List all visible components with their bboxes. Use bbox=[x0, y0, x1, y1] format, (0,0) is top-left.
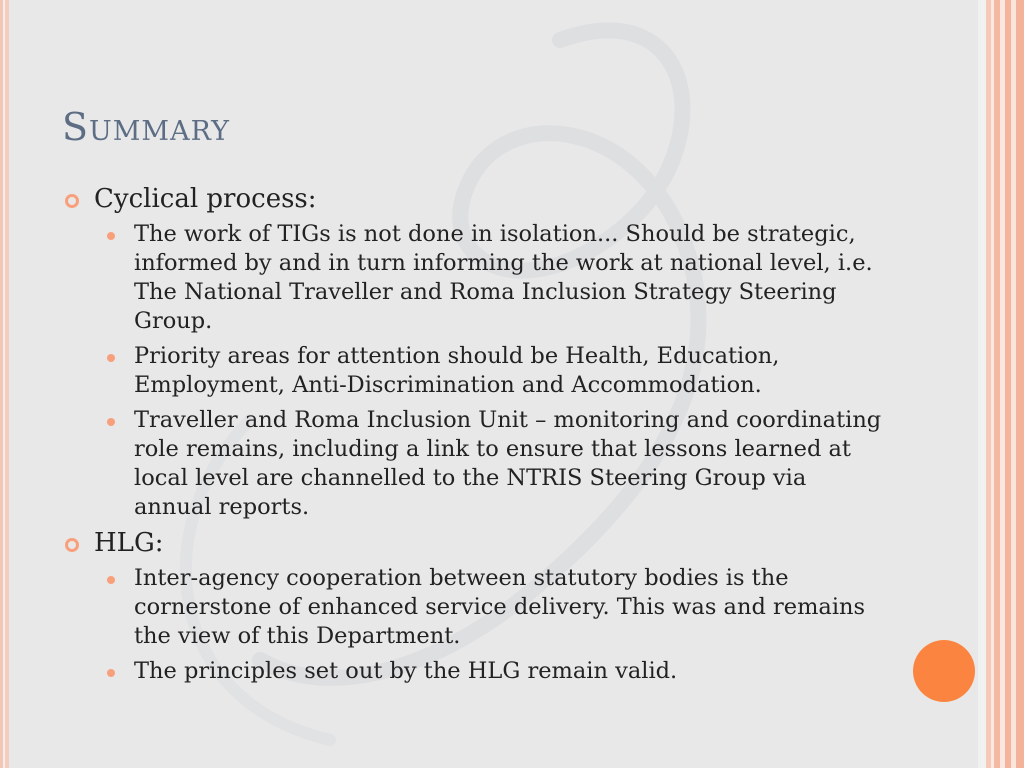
dot-bullet-icon bbox=[107, 232, 115, 240]
dot-bullet-icon bbox=[107, 669, 115, 677]
bullet-text: Inter-agency cooperation between statutory bodies is the cornerstone of enhanced service delivery. This was and remains the view of this Department. bbox=[134, 565, 866, 649]
section-heading-text: Cyclical process: bbox=[94, 184, 317, 214]
dot-bullet-icon bbox=[107, 418, 115, 426]
bullet-text: The work of TIGs is not done in isolation... Should be strategic, informed by and in turn informing the work at national level, i.e. The National Traveller and Roma Inclusion Strategy Steering Group. bbox=[134, 221, 873, 334]
ring-bullet-icon bbox=[65, 538, 79, 552]
slide-title: Summary bbox=[62, 105, 230, 149]
section-heading-hlg bbox=[62, 528, 882, 558]
dot-bullet-icon bbox=[107, 354, 115, 362]
bullet-text: Traveller and Roma Inclusion Unit – monitoring and coordinating role remains, including a link to ensure that lessons learned at local level are channelled to the NTRIS Steering Group via annual reports. bbox=[134, 407, 882, 520]
bullet-text: The principles set out by the HLG remain valid. bbox=[134, 658, 678, 684]
orange-decorative-circle bbox=[913, 640, 975, 702]
bullet-text: Priority areas for attention should be Health, Education, Employment, Anti-Discrimination and Accommodation. bbox=[134, 343, 780, 398]
dot-bullet-icon bbox=[107, 576, 115, 584]
section-heading-cyclical bbox=[62, 184, 882, 214]
list-item bbox=[62, 406, 882, 522]
section-heading-text: HLG: bbox=[94, 528, 164, 558]
list-item bbox=[62, 564, 882, 651]
list-item bbox=[62, 220, 882, 336]
slide-content bbox=[62, 184, 882, 692]
ring-bullet-icon bbox=[65, 194, 79, 208]
list-item bbox=[62, 657, 882, 686]
list-item bbox=[62, 342, 882, 400]
